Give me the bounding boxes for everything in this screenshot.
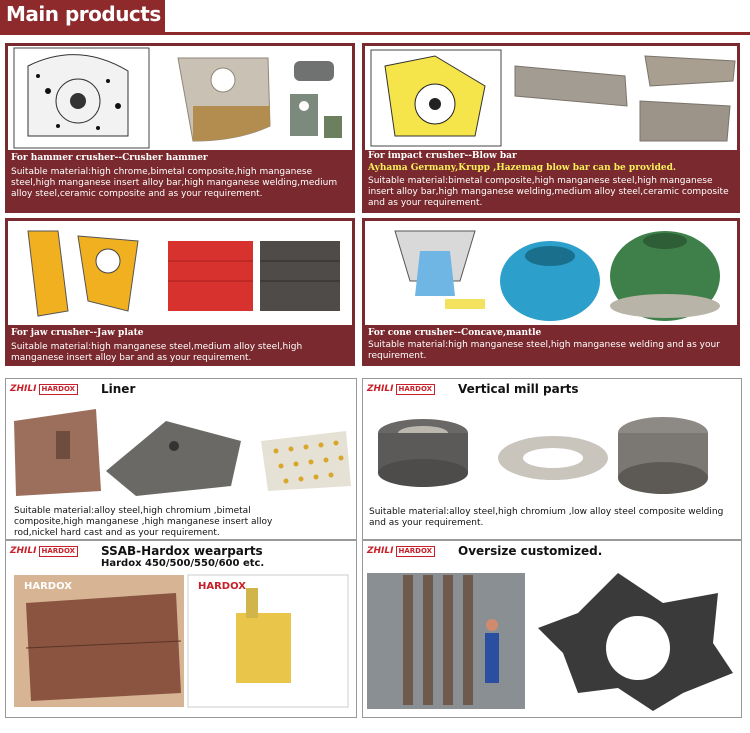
hardox-badge: HARDOX	[396, 546, 436, 557]
zhili-logo: ZHILI	[367, 384, 394, 394]
hardox-grades: Hardox 450/500/550/600 etc.	[101, 558, 265, 569]
brand-logo	[10, 545, 78, 557]
zhili-logo: ZHILI	[10, 546, 37, 556]
title-banner	[0, 0, 165, 32]
liner-images	[6, 401, 356, 501]
panel-hammer-crusher	[5, 43, 355, 213]
card-vertical-mill	[362, 378, 742, 540]
title-underline	[0, 32, 750, 35]
liner-material: Suitable material:alloy steel,high chromium ,bimetal composite,high manganese ,high manganese insert alloy rod,nickel hard cast and as your requirement.	[14, 506, 273, 538]
oversize-images	[363, 563, 741, 713]
page-title: Main products	[6, 2, 161, 26]
cone-image-area	[365, 221, 737, 325]
hammer-image-area	[8, 46, 352, 150]
cone-caption: For cone crusher--Concave,mantle	[368, 328, 542, 338]
card-title-ssab-hardox: SSAB-Hardox wearparts	[101, 544, 263, 558]
hardox-images	[6, 573, 356, 713]
panel-cone-crusher	[362, 218, 740, 366]
impact-caption: For impact crusher--Blow bar	[368, 151, 517, 161]
zhili-logo: ZHILI	[10, 384, 37, 394]
hardox-label-1: HARDOX	[24, 581, 72, 592]
brand-logo	[10, 383, 78, 395]
card-oversize	[362, 540, 742, 718]
cone-crusher-illustration	[365, 221, 737, 325]
jaw-material: Suitable material:high manganese steel,medium alloy steel,high manganese insert alloy bar and as your requirement.	[11, 342, 303, 363]
impact-crusher-illustration	[365, 46, 737, 150]
hardox-badge: HARDOX	[39, 384, 79, 395]
brand-logo	[367, 545, 435, 557]
impact-image-area	[365, 46, 737, 150]
panel-impact-crusher	[362, 43, 740, 213]
hardox-badge: HARDOX	[396, 384, 436, 395]
cone-material: Suitable material:high manganese steel,high manganese welding and as your requirement.	[368, 340, 720, 361]
card-title-vertical-mill: Vertical mill parts	[458, 382, 579, 396]
card-title-liner: Liner	[101, 382, 136, 396]
jaw-crusher-illustration	[8, 221, 352, 325]
card-liner	[5, 378, 357, 540]
jaw-image-area	[8, 221, 352, 325]
hammer-material: Suitable material:high chrome,bimetal composite,high manganese steel,high manganese insert alloy bar,high manganese welding,medium alloy steel,ceramic composite and as your requirement.	[11, 167, 338, 199]
zhili-logo: ZHILI	[367, 546, 394, 556]
vertical-mill-images	[363, 403, 741, 503]
impact-material: Suitable material:bimetal composite,high manganese steel,high manganese insert alloy bar,high manganese welding,medium alloy steel,ceramic composite and as your requirement.	[368, 176, 729, 208]
hammer-crusher-illustration	[8, 46, 352, 150]
card-ssab-hardox	[5, 540, 357, 718]
hammer-caption: For hammer crusher--Crusher hammer	[11, 153, 208, 163]
hardox-label-2: HARDOX	[198, 581, 246, 592]
impact-caption-brands: Ayhama Germany,Krupp ,Hazemag blow bar can be provided.	[368, 163, 677, 173]
card-title-oversize: Oversize customized.	[458, 544, 603, 558]
jaw-caption: For jaw crusher--Jaw plate	[11, 328, 144, 338]
brand-logo	[367, 383, 435, 395]
hardox-badge: HARDOX	[39, 546, 79, 557]
vertical-mill-material: Suitable material:alloy steel,high chromium ,low alloy steel composite welding and as your requirement.	[369, 507, 724, 528]
panel-jaw-crusher	[5, 218, 355, 366]
